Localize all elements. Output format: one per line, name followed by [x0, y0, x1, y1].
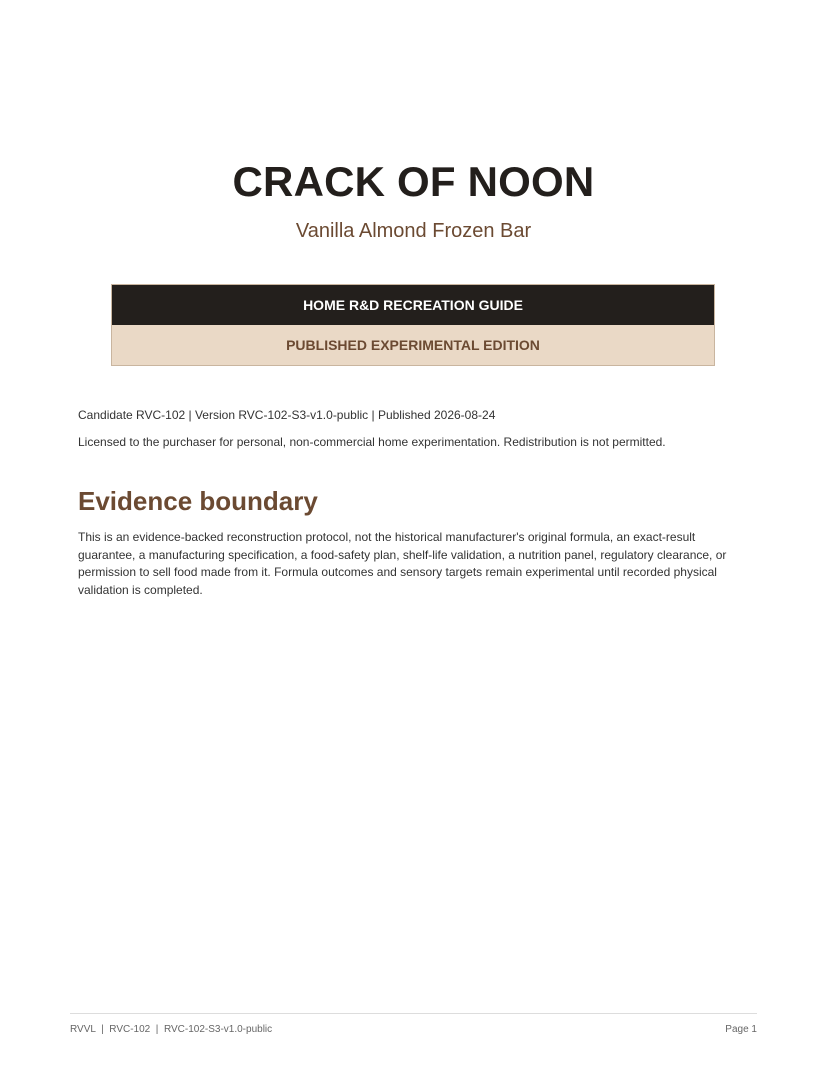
license-notice: Licensed to the purchaser for personal, non-commercial home experimentation. Redistribution is not permitted. [78, 435, 666, 449]
footer-divider [70, 1013, 757, 1014]
banner-guide-label: HOME R&D RECREATION GUIDE [112, 285, 714, 325]
section-heading: Evidence boundary [78, 486, 318, 516]
document-title: CRACK OF NOON [232, 158, 595, 205]
banner-edition-label: PUBLISHED EXPERIMENTAL EDITION [112, 325, 714, 365]
document-subtitle: Vanilla Almond Frozen Bar [295, 220, 532, 242]
section-body: This is an evidence-backed reconstruction protocol, not the historical manufacturer's original formula, an exact-result guarantee, a manufacturing specification, a food-safety plan, shelf-life validation, a nutrition panel, regulatory clearance, or permission to sell food made from it. Formula outcomes and sensory targets remain experimental until recorded physical validation is completed. [78, 530, 727, 597]
version-meta: Candidate RVC-102 | Version RVC-102-S3-v1.0-public | Published 2026-08-24 [78, 408, 496, 422]
footer-doc-id: RVVL | RVC-102 | RVC-102-S3-v1.0-public [70, 1024, 273, 1035]
page-number: Page 1 [725, 1024, 757, 1035]
edition-banner [111, 284, 715, 366]
